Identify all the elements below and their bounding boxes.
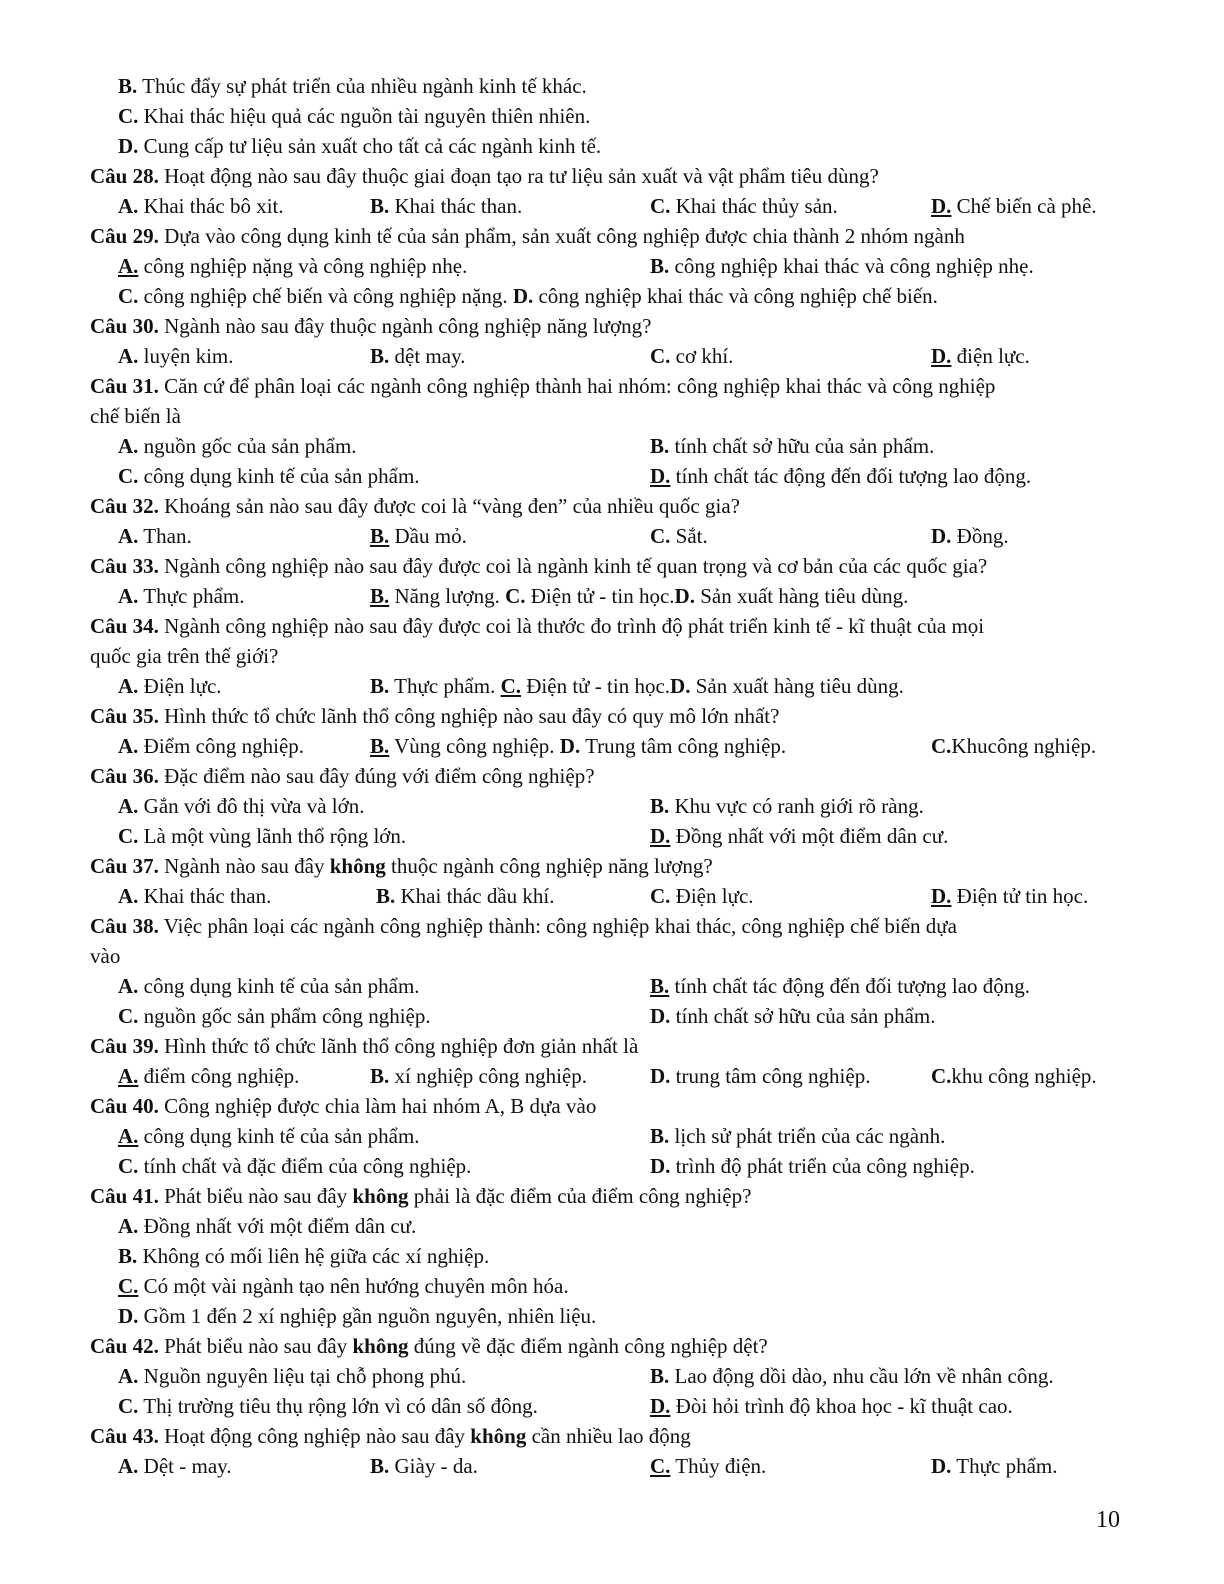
q35-options-bd: B. Vùng công nghiệp. D. Trung tâm công nghiệp. (370, 734, 787, 758)
q33-options-bcd: B. Năng lượng. C. Điện tử - tin học.D. Sản xuất hàng tiêu dùng. (370, 584, 909, 608)
q27-option-d: D. Cung cấp tư liệu sản xuất cho tất cả các ngành kinh tế. (118, 134, 602, 158)
q30-option-c: C. cơ khí. (650, 344, 734, 368)
q28-option-d: D. Chế biến cà phê. (931, 194, 1097, 218)
q40-option-d: D. trình độ phát triển của công nghiệp. (650, 1154, 975, 1178)
q27-option-b: B. Thúc đẩy sự phát triển của nhiều ngành kinh tế khác. (118, 74, 587, 98)
q34-stem-cont: quốc gia trên thế giới? (90, 644, 279, 668)
q33-option-a: A. Thực phẩm. (118, 584, 245, 608)
q30-option-a: A. luyện kim. (118, 344, 234, 368)
q42-option-b: B. Lao động dồi dào, nhu cầu lớn về nhân công. (650, 1364, 1054, 1388)
q36-stem: Câu 36. Đặc điểm nào sau đây đúng với điểm công nghiệp? (90, 764, 595, 788)
q41-option-d: D. Gồm 1 đến 2 xí nghiệp gần nguồn nguyên, nhiên liệu. (118, 1304, 597, 1328)
q35-stem: Câu 35. Hình thức tổ chức lãnh thổ công nghiệp nào sau đây có quy mô lớn nhất? (90, 704, 780, 728)
q28-option-a: A. Khai thác bô xit. (118, 194, 284, 218)
q40-option-b: B. lịch sử phát triển của các ngành. (650, 1124, 946, 1148)
q31-option-b: B. tính chất sở hữu của sản phẩm. (650, 434, 935, 458)
q38-option-d: D. tính chất sở hữu của sản phẩm. (650, 1004, 936, 1028)
q36-option-d: D. Đồng nhất với một điểm dân cư. (650, 824, 949, 848)
q37-option-a: A. Khai thác than. (118, 884, 272, 908)
q30-option-b: B. dệt may. (370, 344, 466, 368)
q28-option-c: C. Khai thác thủy sản. (650, 194, 838, 218)
q42-stem: Câu 42. Phát biểu nào sau đây không đúng về đặc điểm ngành công nghiệp dệt? (90, 1334, 768, 1358)
q43-option-d: D. Thực phẩm. (931, 1454, 1058, 1478)
q27-option-c: C. Khai thác hiệu quả các nguồn tài nguyên thiên nhiên. (118, 104, 591, 128)
q43-option-a: A. Dệt - may. (118, 1454, 232, 1478)
q39-option-a: A. điểm công nghiệp. (118, 1064, 300, 1088)
q40-stem: Câu 40. Công nghiệp được chia làm hai nhóm A, B dựa vào (90, 1094, 597, 1118)
q33-stem: Câu 33. Ngành công nghiệp nào sau đây được coi là ngành kinh tế quan trọng và cơ bản của các quốc gia? (90, 554, 988, 578)
q31-stem: Câu 31. Căn cứ để phân loại các ngành công nghiệp thành hai nhóm: công nghiệp khai thác và công nghiệp (90, 374, 996, 398)
q39-stem: Câu 39. Hình thức tổ chức lãnh thổ công nghiệp đơn giản nhất là (90, 1034, 639, 1058)
q32-option-a: A. Than. (118, 524, 192, 548)
q38-stem-cont: vào (90, 944, 121, 968)
q43-stem: Câu 43. Hoạt động công nghiệp nào sau đây không cần nhiều lao động (90, 1424, 691, 1448)
q32-option-b: B. Dầu mỏ. (370, 524, 467, 548)
q34-option-a: A. Điện lực. (118, 674, 222, 698)
q31-option-a: A. nguồn gốc của sản phẩm. (118, 434, 357, 458)
q31-stem-cont: chế biến là (90, 404, 181, 428)
q31-option-c: C. công dụng kinh tế của sản phẩm. (118, 464, 420, 488)
q41-stem: Câu 41. Phát biểu nào sau đây không phải là đặc điểm của điểm công nghiệp? (90, 1184, 752, 1208)
q41-option-b: B. Không có mối liên hệ giữa các xí nghiệp. (118, 1244, 490, 1268)
q28-stem: Câu 28. Hoạt động nào sau đây thuộc giai đoạn tạo ra tư liệu sản xuất và vật phẩm tiêu dùng? (90, 164, 879, 188)
q38-option-a: A. công dụng kinh tế của sản phẩm. (118, 974, 420, 998)
q40-option-c: C. tính chất và đặc điểm của công nghiệp. (118, 1154, 472, 1178)
q39-option-b: B. xí nghiệp công nghiệp. (370, 1064, 587, 1088)
q38-stem: Câu 38. Việc phân loại các ngành công nghiệp thành: công nghiệp khai thác, công nghiệp chế biến dựa (90, 914, 958, 938)
q30-option-d: D. điện lực. (931, 344, 1030, 368)
q37-option-c: C. Điện lực. (650, 884, 754, 908)
q42-option-a: A. Nguồn nguyên liệu tại chỗ phong phú. (118, 1364, 467, 1388)
q37-stem: Câu 37. Ngành nào sau đây không thuộc ngành công nghiệp năng lượng? (90, 854, 713, 878)
q34-options-bcd: B. Thực phẩm. C. Điện tử - tin học.D. Sản xuất hàng tiêu dùng. (370, 674, 904, 698)
q29-option-b: B. công nghiệp khai thác và công nghiệp nhẹ. (650, 254, 1034, 278)
q39-option-d: D. trung tâm công nghiệp. (650, 1064, 871, 1088)
q37-option-b: B. Khai thác dầu khí. (376, 884, 555, 908)
q35-option-a: A. Điểm công nghiệp. (118, 734, 305, 758)
q42-option-d: D. Đòi hỏi trình độ khoa học - kĩ thuật cao. (650, 1394, 1013, 1418)
q43-option-b: B. Giày - da. (370, 1454, 478, 1478)
q29-stem: Câu 29. Dựa vào công dụng kinh tế của sản phẩm, sản xuất công nghiệp được chia thành 2 nhóm ngành (90, 224, 965, 248)
q38-option-c: C. nguồn gốc sản phẩm công nghiệp. (118, 1004, 431, 1028)
q32-stem: Câu 32. Khoáng sản nào sau đây được coi là “vàng đen” của nhiều quốc gia? (90, 494, 740, 518)
q36-option-b: B. Khu vực có ranh giới rõ ràng. (650, 794, 924, 818)
q31-option-d: D. tính chất tác động đến đối tượng lao động. (650, 464, 1032, 488)
q37-option-d: D. Điện tử tin học. (931, 884, 1089, 908)
q32-option-c: C. Sắt. (650, 524, 708, 548)
q30-stem: Câu 30. Ngành nào sau đây thuộc ngành công nghiệp năng lượng? (90, 314, 652, 338)
q38-option-b: B. tính chất tác động đến đối tượng lao động. (650, 974, 1031, 998)
page-number: 10 (1096, 1507, 1120, 1533)
q29-option-a: A. công nghiệp nặng và công nghiệp nhẹ. (118, 254, 468, 278)
q35-option-c: C.Khucông nghiệp. (931, 734, 1097, 758)
q28-option-b: B. Khai thác than. (370, 194, 523, 218)
q43-option-c: C. Thủy điện. (650, 1454, 767, 1478)
q32-option-d: D. Đồng. (931, 524, 1009, 548)
q36-option-a: A. Gắn với đô thị vừa và lớn. (118, 794, 365, 818)
q36-option-c: C. Là một vùng lãnh thổ rộng lớn. (118, 824, 407, 848)
q29-options-cd: C. công nghiệp chế biến và công nghiệp nặng. D. công nghiệp khai thác và công nghiệp chế biến. (118, 284, 938, 308)
q41-option-a: A. Đồng nhất với một điểm dân cư. (118, 1214, 417, 1238)
q42-option-c: C. Thị trường tiêu thụ rộng lớn vì có dân số đông. (118, 1394, 538, 1418)
q39-option-c: C.khu công nghiệp. (931, 1064, 1097, 1088)
q40-option-a: A. công dụng kinh tế của sản phẩm. (118, 1124, 420, 1148)
q41-option-c: C. Có một vài ngành tạo nên hướng chuyên môn hóa. (118, 1274, 569, 1298)
q34-stem: Câu 34. Ngành công nghiệp nào sau đây được coi là thước đo trình độ phát triển kinh tế - kĩ thuật của mọi (90, 614, 985, 638)
